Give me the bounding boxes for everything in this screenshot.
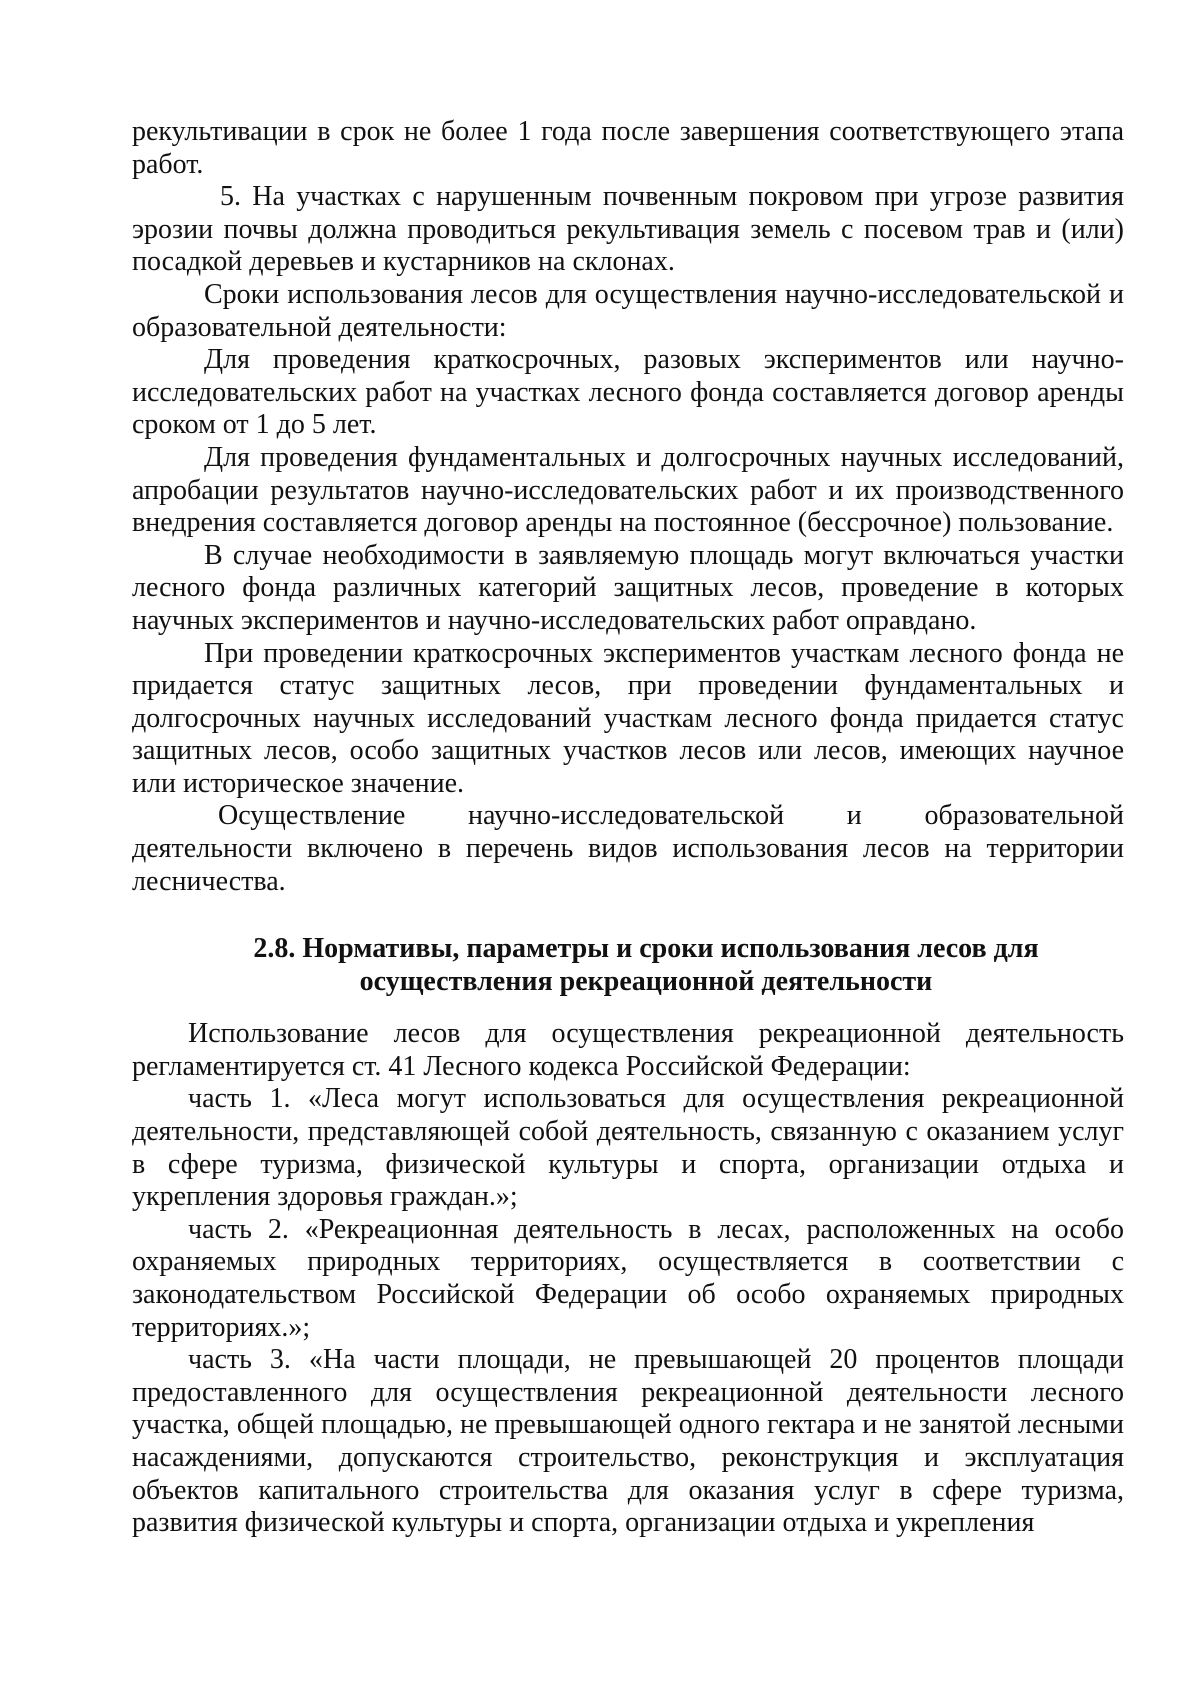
paragraph-part-3: часть 3. «На части площади, не превышающей 20 процентов площади предоставленного для осуществления рекреационной деятельности лесного участка, общей площадью, не превышающей одного гектара и не занятой лесными насаждениями, допускаются строительство, реконструкция и эксплуатация объектов капитального строительства для оказания услуг в сфере туризма, развития физической культуры и спорта, организации отдыха и укрепления: [132, 1344, 1124, 1539]
paragraph-article-41: Использование лесов для осуществления рекреационной деятельность регламентируется ст. 41 Лесного кодекса Российской Федерации:: [132, 1018, 1124, 1082]
section-heading-line-1: 2.8. Нормативы, параметры и сроки использования лесов для: [253, 933, 1039, 965]
paragraph-research-terms: Сроки использования лесов для осуществления научно-исследовательской и образовательной деятельности:: [132, 278, 1124, 343]
paragraph-long-term: Для проведения фундаментальных и долгосрочных научных исследований, апробации результатов научно-исследовательских работ и их производственного внедрения составляется договор аренды на постоянное (бессрочное) пользование.: [132, 441, 1124, 539]
paragraph-part-2: часть 2. «Рекреационная деятельность в лесах, расположенных на особо охраняемых природных территориях, осуществляется в соответствии с законодательством Российской Федерации об особо охраняемых природных территориях.»;: [132, 1213, 1124, 1343]
paragraph-part-1: часть 1. «Леса могут использоваться для осуществления рекреационной деятельности, представляющей собой деятельность, связанную с оказанием услуг в сфере туризма, физической культуры и спорта, организации отдыха и укрепления здоровья граждан.»;: [132, 1083, 1124, 1213]
section-heading: [132, 932, 1124, 998]
paragraph-recultivation-end: рекультивации в срок не более 1 года после завершения соответствующего этапа работ.: [132, 116, 1124, 180]
paragraph-included: Осуществление научно-исследовательской и образовательной деятельности включено в перечень видов использования лесов на территории лесничества.: [132, 800, 1124, 897]
document-page: [132, 116, 1124, 1540]
section-heading-line-2: осуществления рекреационной деятельности: [359, 966, 933, 998]
paragraph-erosion: 5. На участках с нарушенным почвенным покровом при угрозе развития эрозии почвы должна проводиться рекультивация земель с посевом трав и (или) посадкой деревьев и кустарников на склонах.: [132, 181, 1124, 278]
paragraph-protective-forests: В случае необходимости в заявляемую площадь могут включаться участки лесного фонда различных категорий защитных лесов, проведение в которых научных экспериментов и научно-исследовательских работ оправдано.: [132, 539, 1124, 636]
paragraph-short-term: Для проведения краткосрочных, разовых экспериментов или научно-исследовательских работ на участках лесного фонда составляется договор аренды сроком от 1 до 5 лет.: [132, 344, 1124, 441]
paragraph-status: При проведении краткосрочных экспериментов участкам лесного фонда не придается статус защитных лесов, при проведении фундаментальных и долгосрочных научных исследований участкам лесного фонда придается статус защитных лесов, особо защитных участков лесов или лесов, имеющих научное или историческое значение.: [132, 637, 1124, 799]
